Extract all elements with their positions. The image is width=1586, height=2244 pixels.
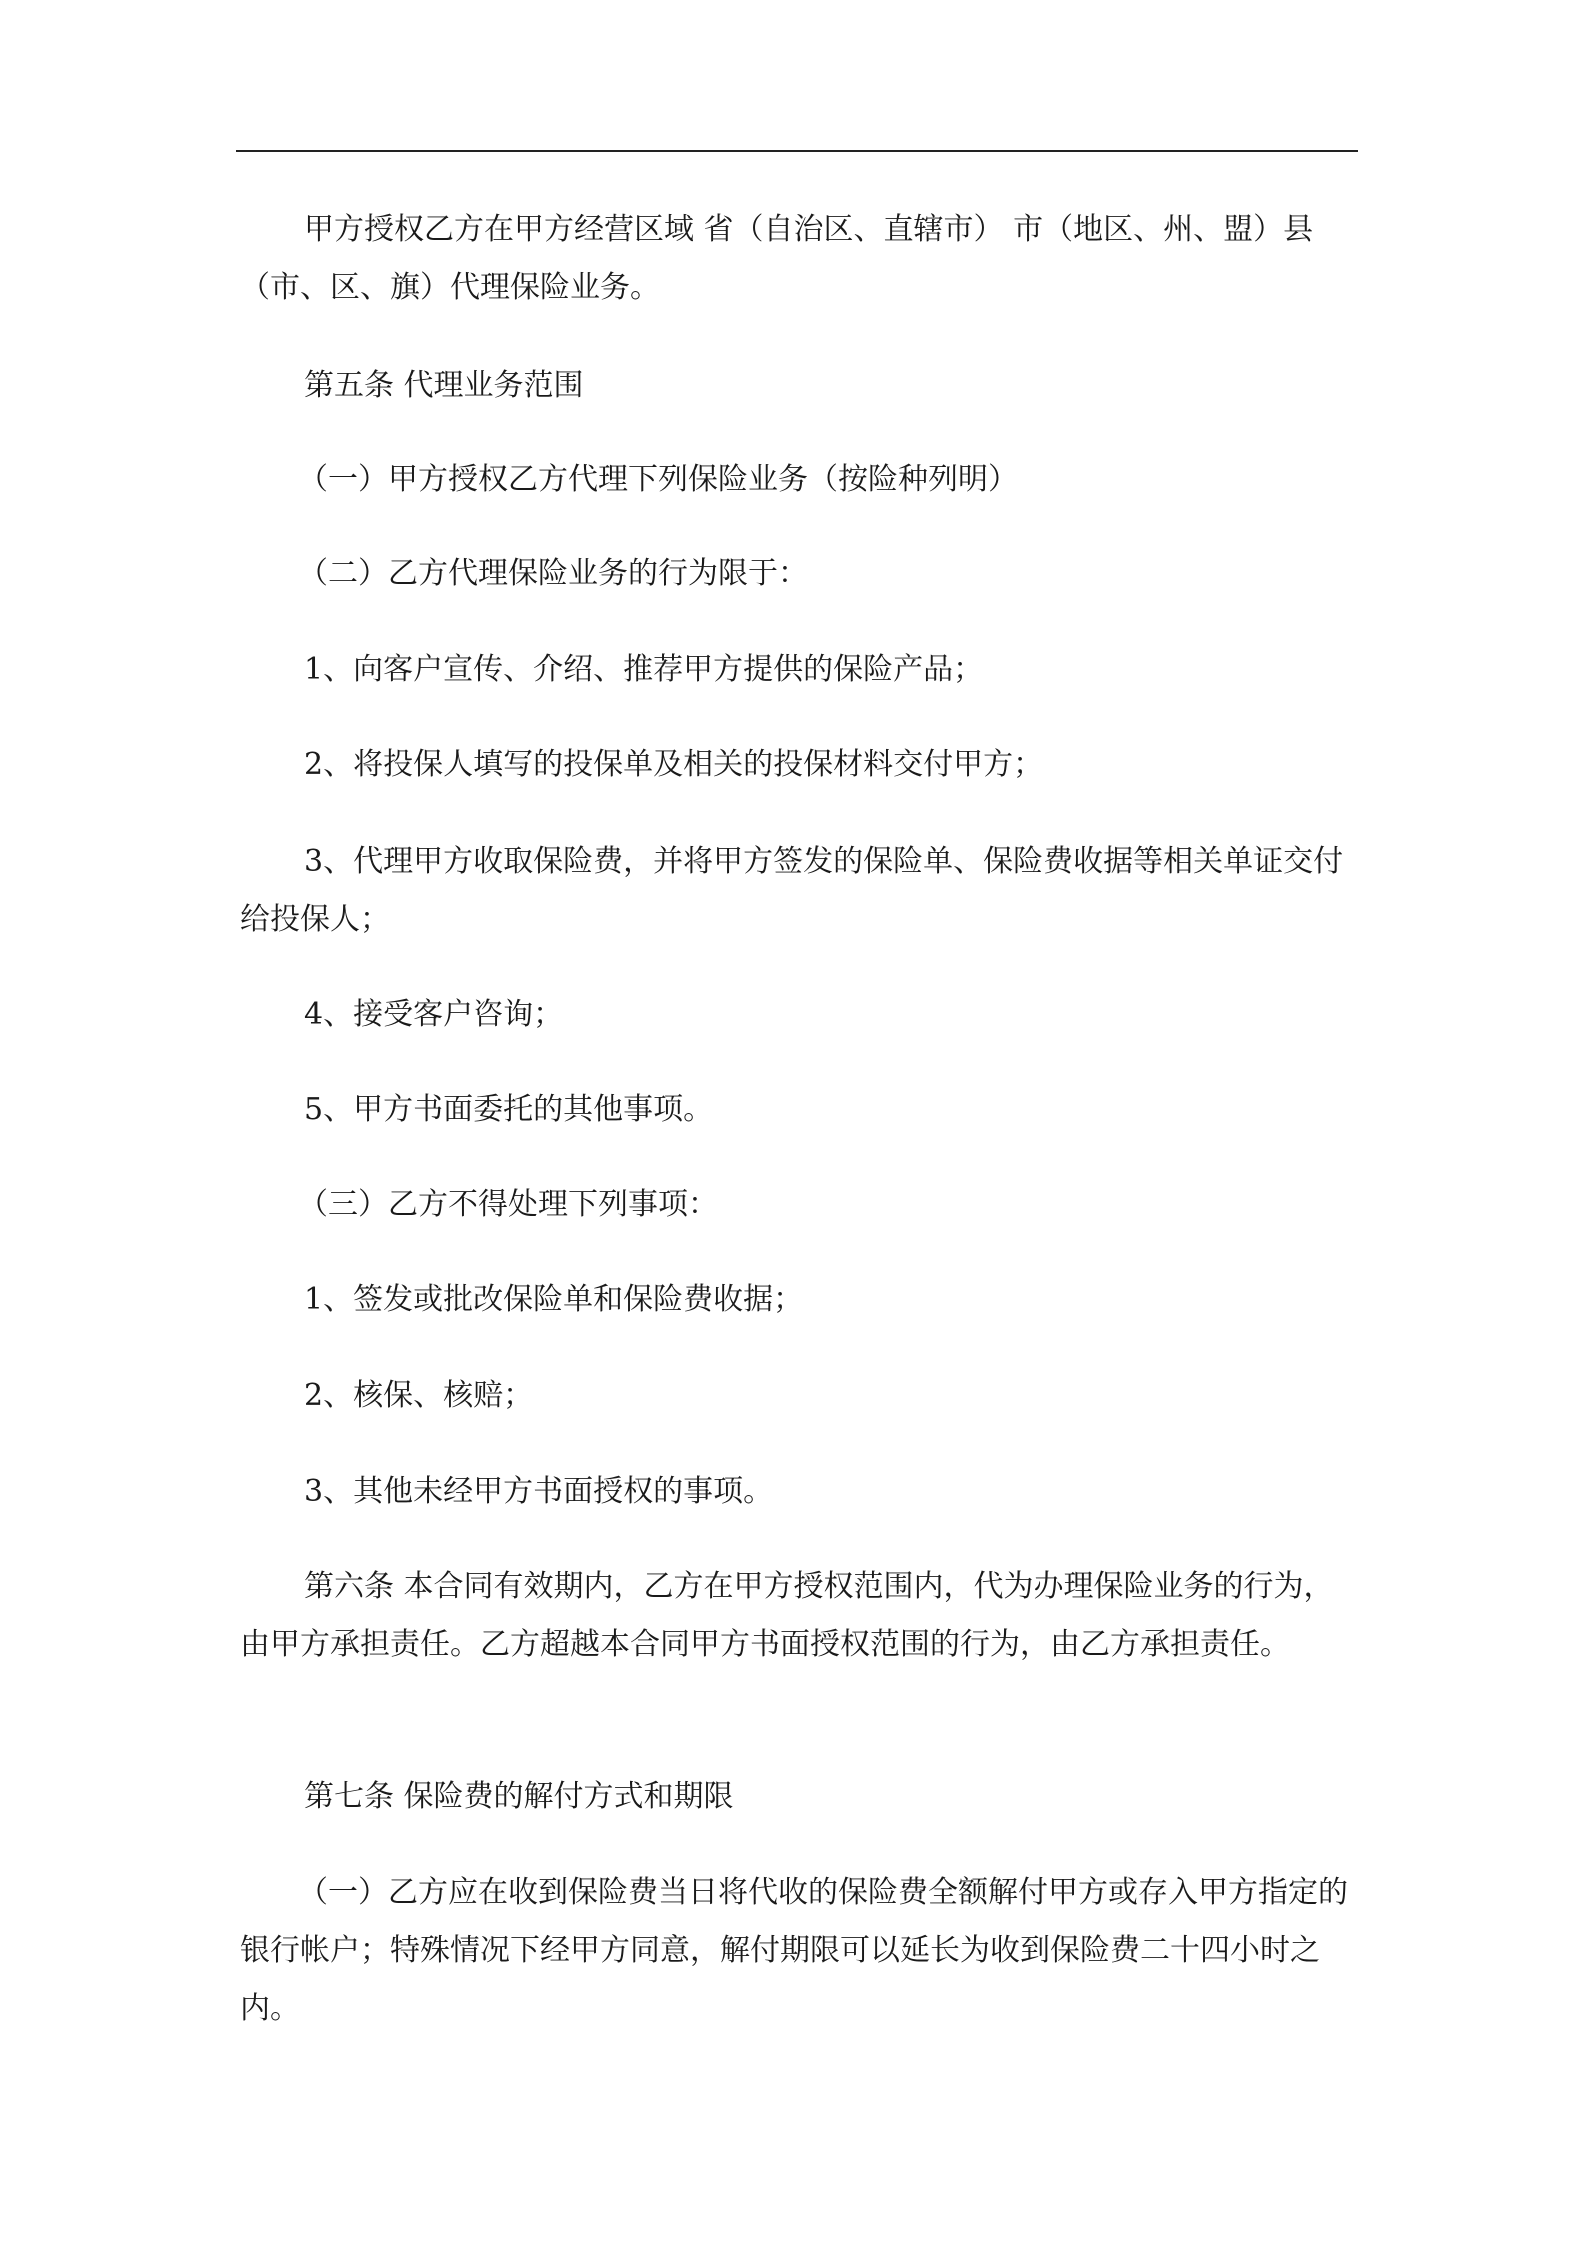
heading-article-5: 第五条 代理业务范围 bbox=[304, 368, 584, 403]
list-item-5-2-2: 2、将投保人填写的投保单及相关的投保材料交付甲方； bbox=[304, 747, 1044, 782]
header-rule bbox=[236, 150, 1358, 152]
list-item-5-2-3: 3、代理甲方收取保险费，并将甲方签发的保险单、保险费收据等相关单证交付给投保人； bbox=[240, 844, 1344, 937]
paragraph-article-6: 第六条 本合同有效期内，乙方在甲方授权范围内，代为办理保险业务的行为，由甲方承担责任。乙方超越本合同甲方书面授权范围的行为，由乙方承担责任。 bbox=[240, 1569, 1334, 1662]
list-item-5-3-3: 3、其他未经甲方书面授权的事项。 bbox=[304, 1474, 774, 1509]
paragraph-authorized-region: 甲方授权乙方在甲方经营区域 省（自治区、直辖市） 市（地区、州、盟）县（市、区、旗）代理保险业务。 bbox=[240, 212, 1314, 305]
paragraph-7-1: （一）乙方应在收到保险费当日将代收的保险费全额解付甲方或存入甲方指定的银行帐户；特殊情况下经甲方同意，解付期限可以延长为收到保险费二十四小时之内。 bbox=[240, 1875, 1348, 2026]
list-item-5-2-5: 5、甲方书面委托的其他事项。 bbox=[304, 1092, 714, 1127]
list-item-5-2-4: 4、接受客户咨询； bbox=[304, 997, 564, 1032]
heading-article-7: 第七条 保险费的解付方式和期限 bbox=[304, 1779, 734, 1814]
list-item-5-3-1: 1、签发或批改保险单和保险费收据； bbox=[304, 1282, 804, 1317]
list-item-5-3-2: 2、核保、核赔； bbox=[304, 1378, 534, 1413]
list-item-5-2-1: 1、向客户宣传、介绍、推荐甲方提供的保险产品； bbox=[304, 652, 984, 687]
paragraph-5-3: （三）乙方不得处理下列事项： bbox=[298, 1187, 718, 1222]
paragraph-5-2: （二）乙方代理保险业务的行为限于： bbox=[298, 556, 808, 591]
paragraph-5-1: （一）甲方授权乙方代理下列保险业务（按险种列明） bbox=[298, 462, 1018, 497]
